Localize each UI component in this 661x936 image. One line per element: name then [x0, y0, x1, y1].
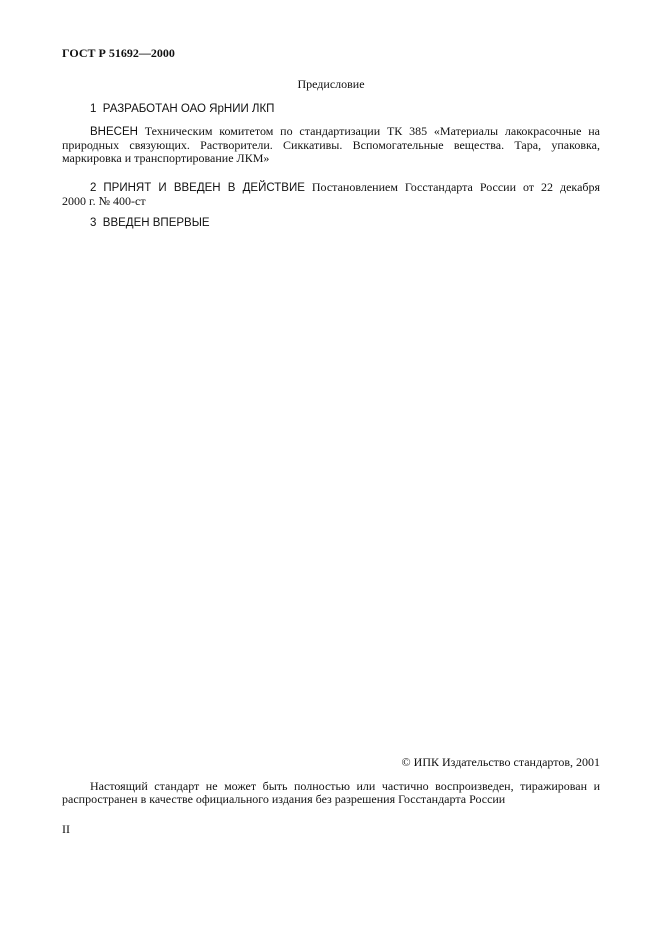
item-2-label: ПРИНЯТ И ВВЕДЕН В ДЕЙСТВИЕ [103, 182, 305, 194]
item-1-label: РАЗРАБОТАН ОАО ЯрНИИ ЛКП [102, 103, 275, 115]
paragraph-line: ВНЕСЕН Техническим комитетом по стандартизации ТК 385 «Материалы лакокрасочные на [90, 124, 601, 138]
item-1-number: 1 [90, 103, 97, 115]
page-number: II [62, 822, 70, 836]
item-3-number: 3 [90, 217, 97, 229]
paragraph-line: природных связующих. Растворители. Сиккативы. Вспомогательные вещества. Тара, упаковка, [62, 138, 600, 152]
section-title: Предисловие [297, 77, 365, 91]
notice-paragraph [62, 780, 600, 806]
item-3-label: ВВЕДЕН ВПЕРВЫЕ [102, 217, 210, 229]
paragraph-line: распространен в качестве официального издания без разрешения Госстандарта России [62, 792, 506, 806]
item-2 [62, 181, 600, 208]
item-1 [62, 103, 628, 116]
paragraph-line: 2000 г. № 400-ст [62, 194, 146, 208]
paragraph-line: маркировка и транспортирование ЛКМ» [62, 151, 270, 165]
item-2-number: 2 [90, 182, 97, 194]
introduced-label: ВНЕСЕН [90, 126, 138, 138]
document-code: ГОСТ Р 51692—2000 [62, 46, 175, 60]
introduced-paragraph [62, 125, 600, 165]
item-3 [62, 217, 628, 230]
paragraph-line: Настоящий стандарт не может быть полностью или частично воспроизведен, тиражирован и [90, 779, 600, 793]
copyright: © ИПК Издательство стандартов, 2001 [401, 755, 600, 769]
paragraph-line: 2 ПРИНЯТ И ВВЕДЕН В ДЕЙСТВИЕ Постановлением Госстандарта России от 22 декабря [90, 180, 601, 194]
